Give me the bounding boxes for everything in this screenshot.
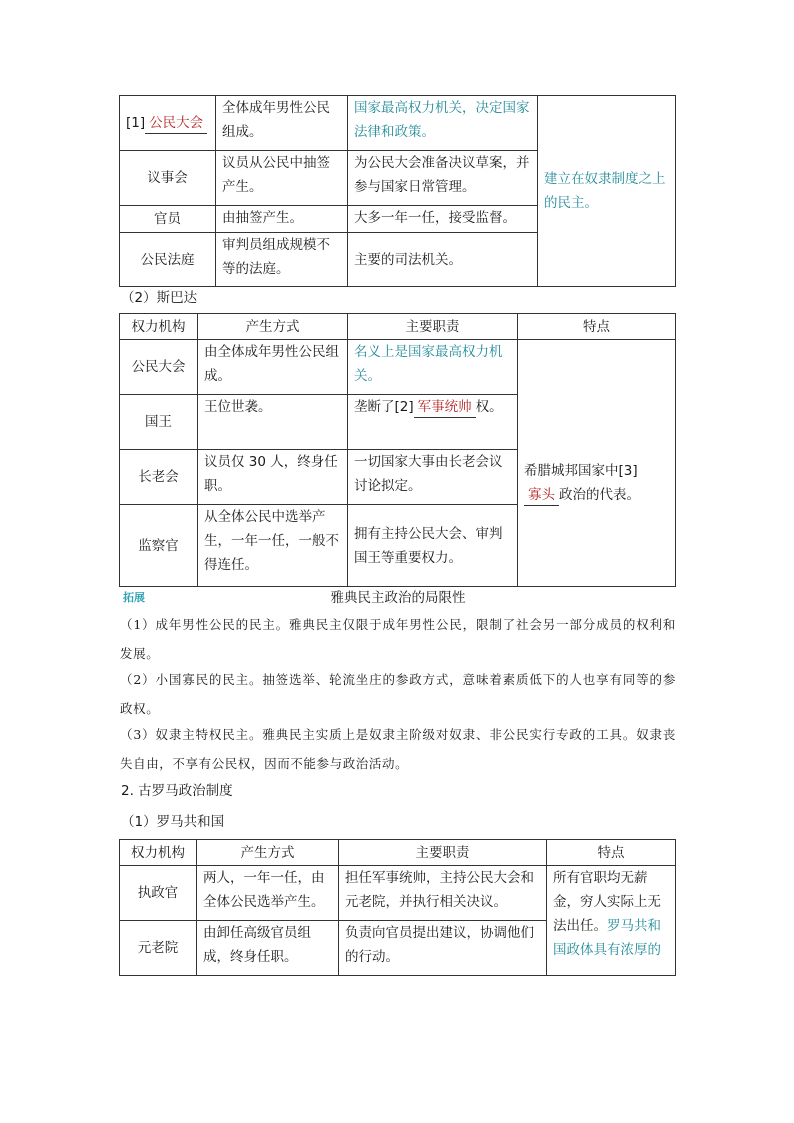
extension-paragraph-2: （2）小国寡民的民主。抽签选举、轮流坐庄的参政方式，意味着素质低下的人也享有同等的参政权。: [120, 672, 676, 716]
rome-cell-institution-2: 元老院: [120, 921, 197, 976]
athens-feature-cell: 建立在奴隶制度之上的民主。: [538, 96, 676, 287]
sparta-cell-duty-1: 名义上是国家最高权力机关。: [348, 340, 518, 395]
sparta-cell-duty-2: 垄断了[2] 军事统帅 权。: [348, 395, 518, 450]
rome-cell-production-2: 由卸任高级官员组成，终身任职。: [197, 921, 339, 976]
rome-section-heading: 2. 古罗马政治制度: [121, 783, 233, 799]
sparta-feature-cell: 希腊城邦国家中[3]寡头 政治的代表。: [518, 340, 676, 587]
extension-paragraph-1: （1）成年男性公民的民主。雅典民主仅限于成年男性公民，限制了社会另一部分成员的权利和发展。: [120, 617, 676, 661]
extension-tag: 拓展: [123, 591, 145, 604]
rome-cell-production-1: 两人，一年一任，由全体公民选举产生。: [197, 866, 339, 921]
answer-blank-3: 寡头: [524, 485, 559, 506]
rome-header-production: 产生方式: [197, 840, 339, 866]
sparta-heading: （2）斯巴达: [121, 290, 198, 306]
athens-cell-institution-2: 议事会: [120, 151, 216, 206]
athens-cell-institution-4: 公民法庭: [120, 233, 216, 287]
sparta-cell-institution-1: 公民大会: [120, 340, 198, 395]
sparta-cell-duty-3: 一切国家大事由长老会议讨论拟定。: [348, 450, 518, 505]
sparta-cell-production-3: 议员仅 30 人，终身任职。: [198, 450, 348, 505]
athens-cell-duty-1: 国家最高权力机关，决定国家法律和政策。: [348, 96, 538, 151]
athens-table: [119, 95, 676, 287]
sparta-header-feature: 特点: [518, 314, 676, 340]
extension-paragraph-3: （3）奴隶主特权民主。雅典民主实质上是奴隶主阶级对奴隶、非公民实行专政的工具。奴隶丧失自由，不享有公民权，因而不能参与政治活动。: [120, 727, 676, 771]
rome-heading: （1）罗马共和国: [121, 814, 225, 830]
sparta-header-production: 产生方式: [198, 314, 348, 340]
sparta-header-duty: 主要职责: [348, 314, 518, 340]
athens-cell-duty-3: 大多一年一任，接受监督。: [348, 206, 538, 233]
athens-cell-production-4: 审判员组成规模不等的法庭。: [216, 233, 348, 287]
sparta-cell-production-4: 从全体公民中选举产生，一年一任，一般不得连任。: [198, 505, 348, 587]
athens-cell-production-3: 由抽签产生。: [216, 206, 348, 233]
sparta-cell-institution-3: 长老会: [120, 450, 198, 505]
answer-blank-2: 军事统帅: [414, 397, 476, 418]
athens-cell-production-2: 议员从公民中抽签产生。: [216, 151, 348, 206]
rome-header-duty: 主要职责: [339, 840, 547, 866]
sparta-cell-institution-2: 国王: [120, 395, 198, 450]
athens-cell-production-1: 全体成年男性公民组成。: [216, 96, 348, 151]
rome-cell-duty-2: 负责向官员提出建议，协调他们的行动。: [339, 921, 547, 976]
sparta-cell-production-1: 由全体成年男性公民组成。: [198, 340, 348, 395]
athens-cell-duty-4: 主要的司法机关。: [348, 233, 538, 287]
sparta-cell-institution-4: 监察官: [120, 505, 198, 587]
sparta-header-institution: 权力机构: [120, 314, 198, 340]
sparta-cell-production-2: 王位世袭。: [198, 395, 348, 450]
sparta-table: [119, 313, 676, 587]
rome-header-feature: 特点: [547, 840, 676, 866]
rome-table: [119, 839, 676, 976]
rome-cell-institution-1: 执政官: [120, 866, 197, 921]
athens-cell-duty-2: 为公民大会准备决议草案，并参与国家日常管理。: [348, 151, 538, 206]
athens-cell-institution-1: [1] 公民大会: [120, 96, 216, 151]
extension-title-row: [120, 588, 676, 608]
sparta-cell-duty-4: 拥有主持公民大会、审判国王等重要权力。: [348, 505, 518, 587]
rome-cell-duty-1: 担任军事统帅，主持公民大会和元老院，并执行相关决议。: [339, 866, 547, 921]
answer-blank-1: 公民大会: [145, 113, 207, 134]
rome-header-institution: 权力机构: [120, 840, 197, 866]
athens-cell-institution-3: 官员: [120, 206, 216, 233]
rome-feature-cell: 所有官职均无薪金，穷人实际上无法出任。罗马共和国政体具有浓厚的: [547, 866, 676, 976]
extension-title: 雅典民主政治的局限性: [330, 590, 466, 606]
